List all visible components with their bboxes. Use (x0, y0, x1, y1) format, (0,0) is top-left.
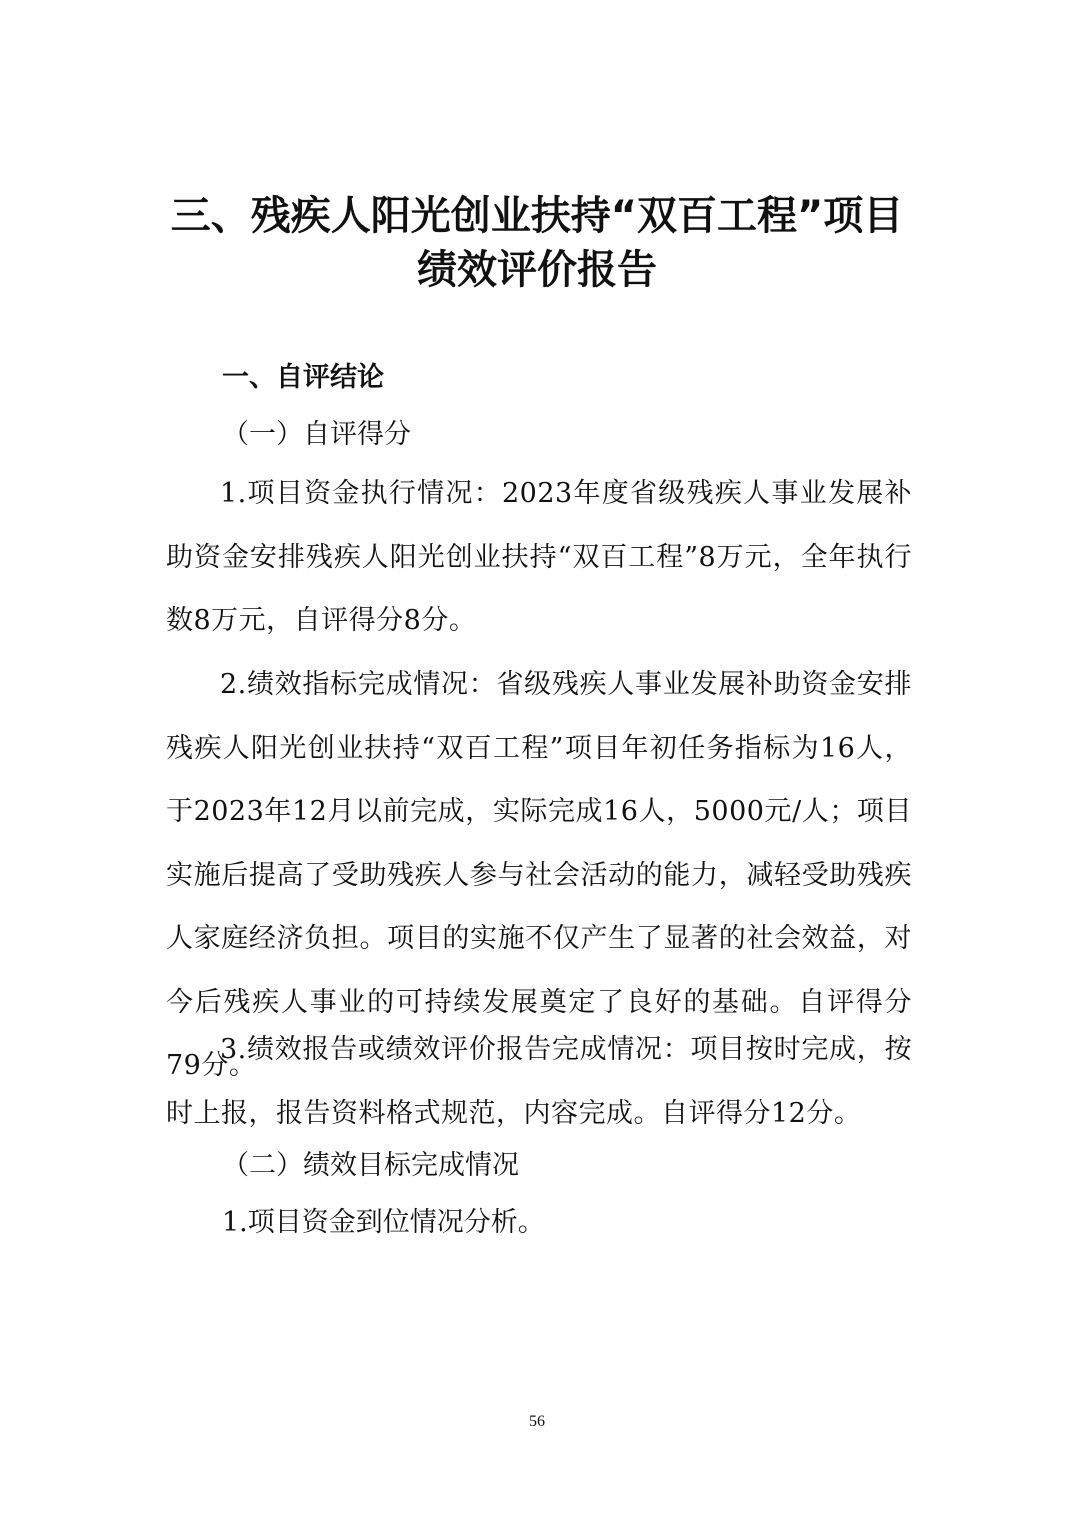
report-title-line-1: 三、残疾人阳光创业扶持“双百工程”项目 (170, 193, 904, 239)
paragraph-performance-indicators: 2.绩效指标完成情况：省级残疾人事业发展补助资金安排残疾人阳光创业扶持“双百工程”项目年初任务指标为16人，于2023年12月以前完成，实际完成16人，5000元/人；项目实施后提高了受助残疾人参与社会活动的能力，减轻受助残疾人家庭经济负担。项目的实施不仅产生了显著的社会效益，对今后残疾人事业的可持续发展奠定了良好的基础。自评得分79分。 (166, 669, 912, 1081)
subsection-heading-self-evaluation-score: （一）自评得分 (222, 419, 411, 450)
paragraph-fund-execution: 1.项目资金执行情况：2023年度省级残疾人事业发展补助资金安排残疾人阳光创业扶持“双百工程”8万元，全年执行数8万元，自评得分8分。 (166, 478, 912, 636)
paragraph-fund-arrival-analysis: 1.项目资金到位情况分析。 (222, 1207, 545, 1238)
report-title-line-2: 绩效评价报告 (417, 247, 657, 293)
section-heading-self-evaluation-conclusion: 一、自评结论 (222, 362, 384, 393)
paragraph-report-completion: 3.绩效报告或绩效评价报告完成情况：项目按时完成，按时上报，报告资料格式规范，内容完成。自评得分12分。 (166, 1034, 912, 1129)
page-number: 56 (529, 1413, 545, 1430)
subsection-heading-goal-completion: （二）绩效目标完成情况 (222, 1150, 519, 1181)
